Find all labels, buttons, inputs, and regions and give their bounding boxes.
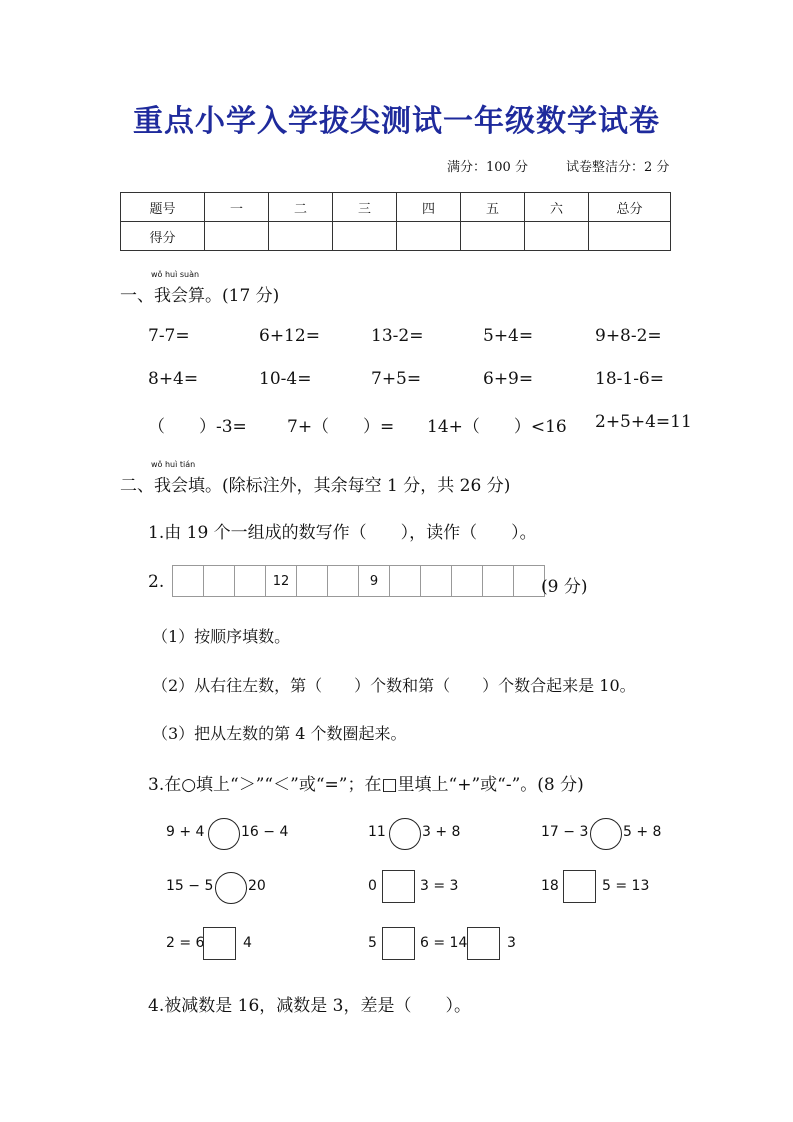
- question-4: 4.被减数是 16，减数是 3，差是（ ）。: [148, 996, 471, 1016]
- question-2-sub-2: （2）从右往左数，第（ ）个数和第（ ）个数合起来是 10。: [152, 676, 636, 695]
- compare-circle[interactable]: [389, 818, 421, 850]
- score-input-cell[interactable]: [525, 222, 589, 251]
- neatness-score: 试卷整洁分：2 分: [566, 160, 670, 175]
- question-2-label: 2.: [148, 572, 165, 592]
- calc-item: 9+8-2=: [595, 326, 662, 346]
- score-input-cell[interactable]: [461, 222, 525, 251]
- number-strip: [172, 565, 545, 597]
- operator-right: 4: [243, 935, 252, 951]
- score-header-cell: 五: [461, 193, 525, 222]
- number-cell[interactable]: [327, 565, 359, 597]
- number-cell[interactable]: [296, 565, 328, 597]
- operator-mid: 6 = 14: [420, 935, 468, 951]
- number-cell[interactable]: [234, 565, 266, 597]
- number-cell[interactable]: [172, 565, 204, 597]
- score-header-cell: 六: [525, 193, 589, 222]
- score-header-cell: 一: [205, 193, 269, 222]
- calc-item: 8+4=: [148, 369, 199, 389]
- calc-item: 7+5=: [371, 369, 422, 389]
- number-cell[interactable]: [389, 565, 421, 597]
- question-3: 3.在○填上“＞”“＜”或“=”；在□里填上“+”或“-”。(8 分): [148, 775, 584, 795]
- section2-pinyin: wǒ huì tián: [151, 460, 196, 469]
- calc-item: 6+9=: [483, 369, 534, 389]
- section1-pinyin: wǒ huì suàn: [151, 270, 200, 279]
- operator-box[interactable]: [563, 870, 596, 903]
- compare-circle[interactable]: [215, 872, 247, 904]
- score-input-cell[interactable]: [397, 222, 461, 251]
- question-1: 1.由 19 个一组成的数写作（ ），读作（ ）。: [148, 523, 537, 543]
- compare-left: 15 − 5: [166, 878, 214, 894]
- page-title: 重点小学入学拔尖测试一年级数学试卷: [133, 104, 660, 139]
- number-cell[interactable]: [482, 565, 514, 597]
- score-header-cell: 三: [333, 193, 397, 222]
- number-cell[interactable]: [420, 565, 452, 597]
- compare-right: 16 − 4: [241, 824, 289, 840]
- operator-right: 5 = 13: [602, 878, 650, 894]
- calc-item: 2+5+4=11: [595, 412, 692, 432]
- full-score: 满分：100 分: [447, 160, 528, 175]
- operator-left: 0: [368, 878, 377, 894]
- score-input-cell[interactable]: [333, 222, 397, 251]
- question-2-points: (9 分): [541, 577, 588, 597]
- calc-item: 5+4=: [483, 326, 534, 346]
- calc-item: 10-4=: [259, 369, 312, 389]
- operator-right: 3: [507, 935, 516, 951]
- operator-box[interactable]: [382, 927, 415, 960]
- operator-box[interactable]: [203, 927, 236, 960]
- compare-left: 9 + 4: [166, 824, 205, 840]
- score-input-cell[interactable]: [269, 222, 333, 251]
- operator-box[interactable]: [382, 870, 415, 903]
- calc-item: 7+（ ）=: [287, 417, 395, 437]
- number-cell: 12: [265, 565, 297, 597]
- operator-left: 5: [368, 935, 377, 951]
- compare-left: 17 − 3: [541, 824, 589, 840]
- compare-right: 20: [248, 878, 266, 894]
- score-header-cell: 题号: [121, 193, 205, 222]
- calc-item: 18-1-6=: [595, 369, 664, 389]
- compare-circle[interactable]: [590, 818, 622, 850]
- compare-right: 3 + 8: [422, 824, 461, 840]
- score-input-cell[interactable]: [205, 222, 269, 251]
- compare-circle[interactable]: [208, 818, 240, 850]
- question-2-sub-3: （3）把从左数的第 4 个数圈起来。: [152, 724, 407, 743]
- score-table: [120, 192, 671, 251]
- number-cell[interactable]: [451, 565, 483, 597]
- number-cell: 9: [358, 565, 390, 597]
- section1-title: 一、我会算。(17 分): [120, 286, 280, 306]
- section2-title: 二、我会填。(除标注外，其余每空 1 分，共 26 分): [120, 476, 511, 496]
- score-header-cell: 四: [397, 193, 461, 222]
- calc-item: （ ）-3=: [148, 417, 247, 437]
- calc-item: 14+（ ）<16: [427, 417, 567, 437]
- compare-right: 5 + 8: [623, 824, 662, 840]
- operator-right: 3 = 3: [420, 878, 459, 894]
- number-cell[interactable]: [203, 565, 235, 597]
- compare-left: 11: [368, 824, 386, 840]
- operator-left: 2 = 6: [166, 935, 205, 951]
- score-header-cell: 二: [269, 193, 333, 222]
- question-2-sub-1: （1）按顺序填数。: [152, 627, 291, 646]
- score-input-cell[interactable]: [589, 222, 671, 251]
- operator-box[interactable]: [467, 927, 500, 960]
- calc-item: 7-7=: [148, 326, 190, 346]
- score-table-score-row: [121, 222, 671, 251]
- calc-item: 6+12=: [259, 326, 320, 346]
- score-table-header-row: [121, 193, 671, 222]
- calc-item: 13-2=: [371, 326, 424, 346]
- score-row-label: 得分: [121, 222, 205, 251]
- score-header-cell: 总分: [589, 193, 671, 222]
- operator-left: 18: [541, 878, 559, 894]
